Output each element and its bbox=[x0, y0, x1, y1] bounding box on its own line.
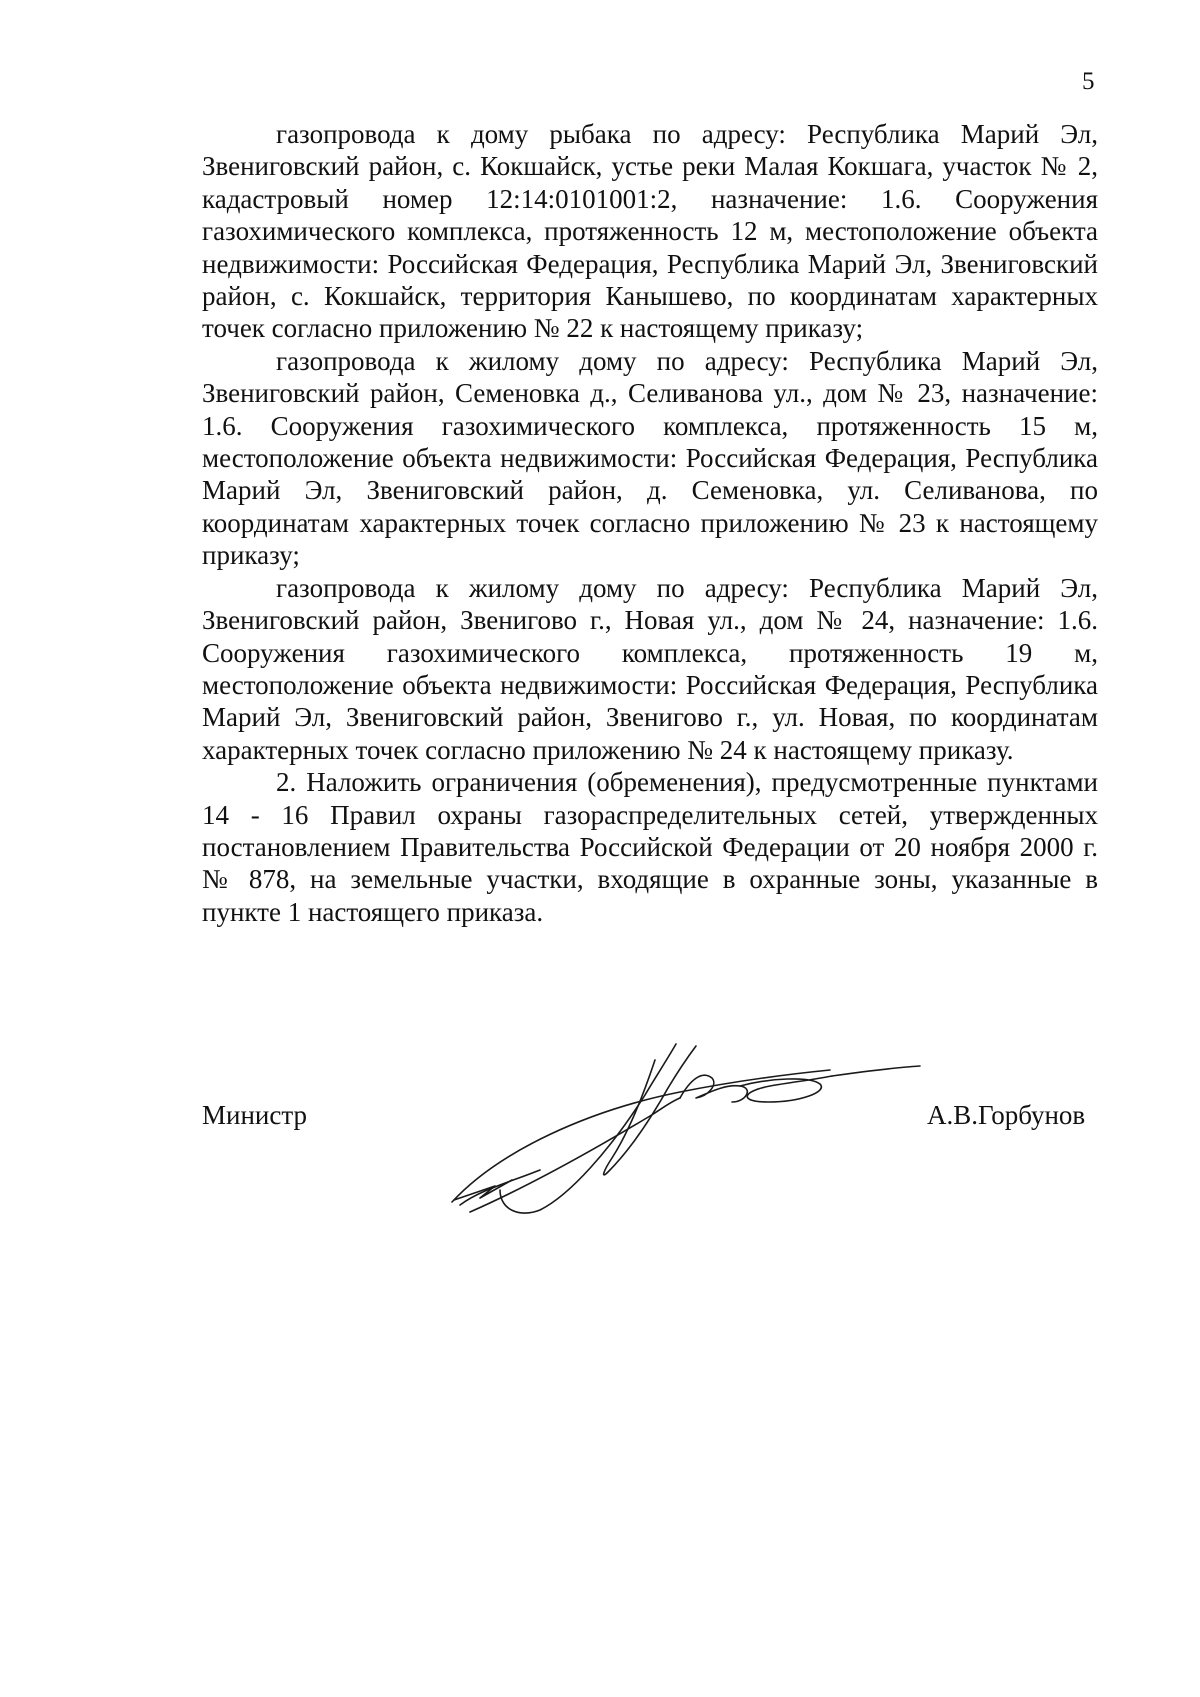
page-number: 5 bbox=[1082, 68, 1095, 95]
paragraph-gas-pipeline-fisherman-house: газопровода к дому рыбака по адресу: Республика Марий Эл, Звениговский район, с. Кокшайск, устье реки Малая Кокшага, участок № 2, кадастровый номер 12:14:0101001:2, назначение: 1.6. Сооружения газохимического комплекса, протяженность 12 м, местоположение объекта недвижимости: Российская Федерация, Республика Марий Эл, Звениговский район, с. Кокшайск, территория Канышево, по координатам характерных точек согласно приложению № 22 к настоящему приказу; bbox=[202, 119, 1098, 344]
paragraph-gas-pipeline-house-24: газопровода к жилому дому по адресу: Республика Марий Эл, Звениговский район, Звенигово г., Новая ул., дом № 24, назначение: 1.6. Сооружения газохимического комплекса, протяженность 19 м, местоположение объекта недвижимости: Российская Федерация, Республика Марий Эл, Звениговский район, Звенигово г., ул. Новая, по координатам характерных точек согласно приложению № 24 к настоящему приказу. bbox=[202, 572, 1098, 765]
signature-block bbox=[0, 1040, 1200, 1230]
paragraph-gas-pipeline-house-23: газопровода к жилому дому по адресу: Республика Марий Эл, Звениговский район, Семеновка д., Селиванова ул., дом № 23, назначение: 1.6. Сооружения газохимического комплекса, протяженность 15 м, местоположение объекта недвижимости: Российская Федерация, Республика Марий Эл, Звениговский район, д. Семеновка, ул. Селиванова, по координатам характерных точек согласно приложению № 23 к настоящему приказу; bbox=[202, 345, 1098, 571]
signatory-title: Министр bbox=[202, 1100, 307, 1130]
paragraph-item-2-restrictions: 2. Наложить ограничения (обременения), предусмотренные пунктами 14 - 16 Правил охраны газораспределительных сетей, утвержденных постановлением Правительства Российской Федерации от 20 ноября 2000 г. № 878, на земельные участки, входящие в охранные зоны, указанные в пункте 1 настоящего приказа. bbox=[202, 767, 1098, 927]
handwritten-signature bbox=[440, 1040, 940, 1230]
signatory-name: А.В.Горбунов bbox=[927, 1100, 1086, 1130]
document-body bbox=[202, 118, 1098, 928]
